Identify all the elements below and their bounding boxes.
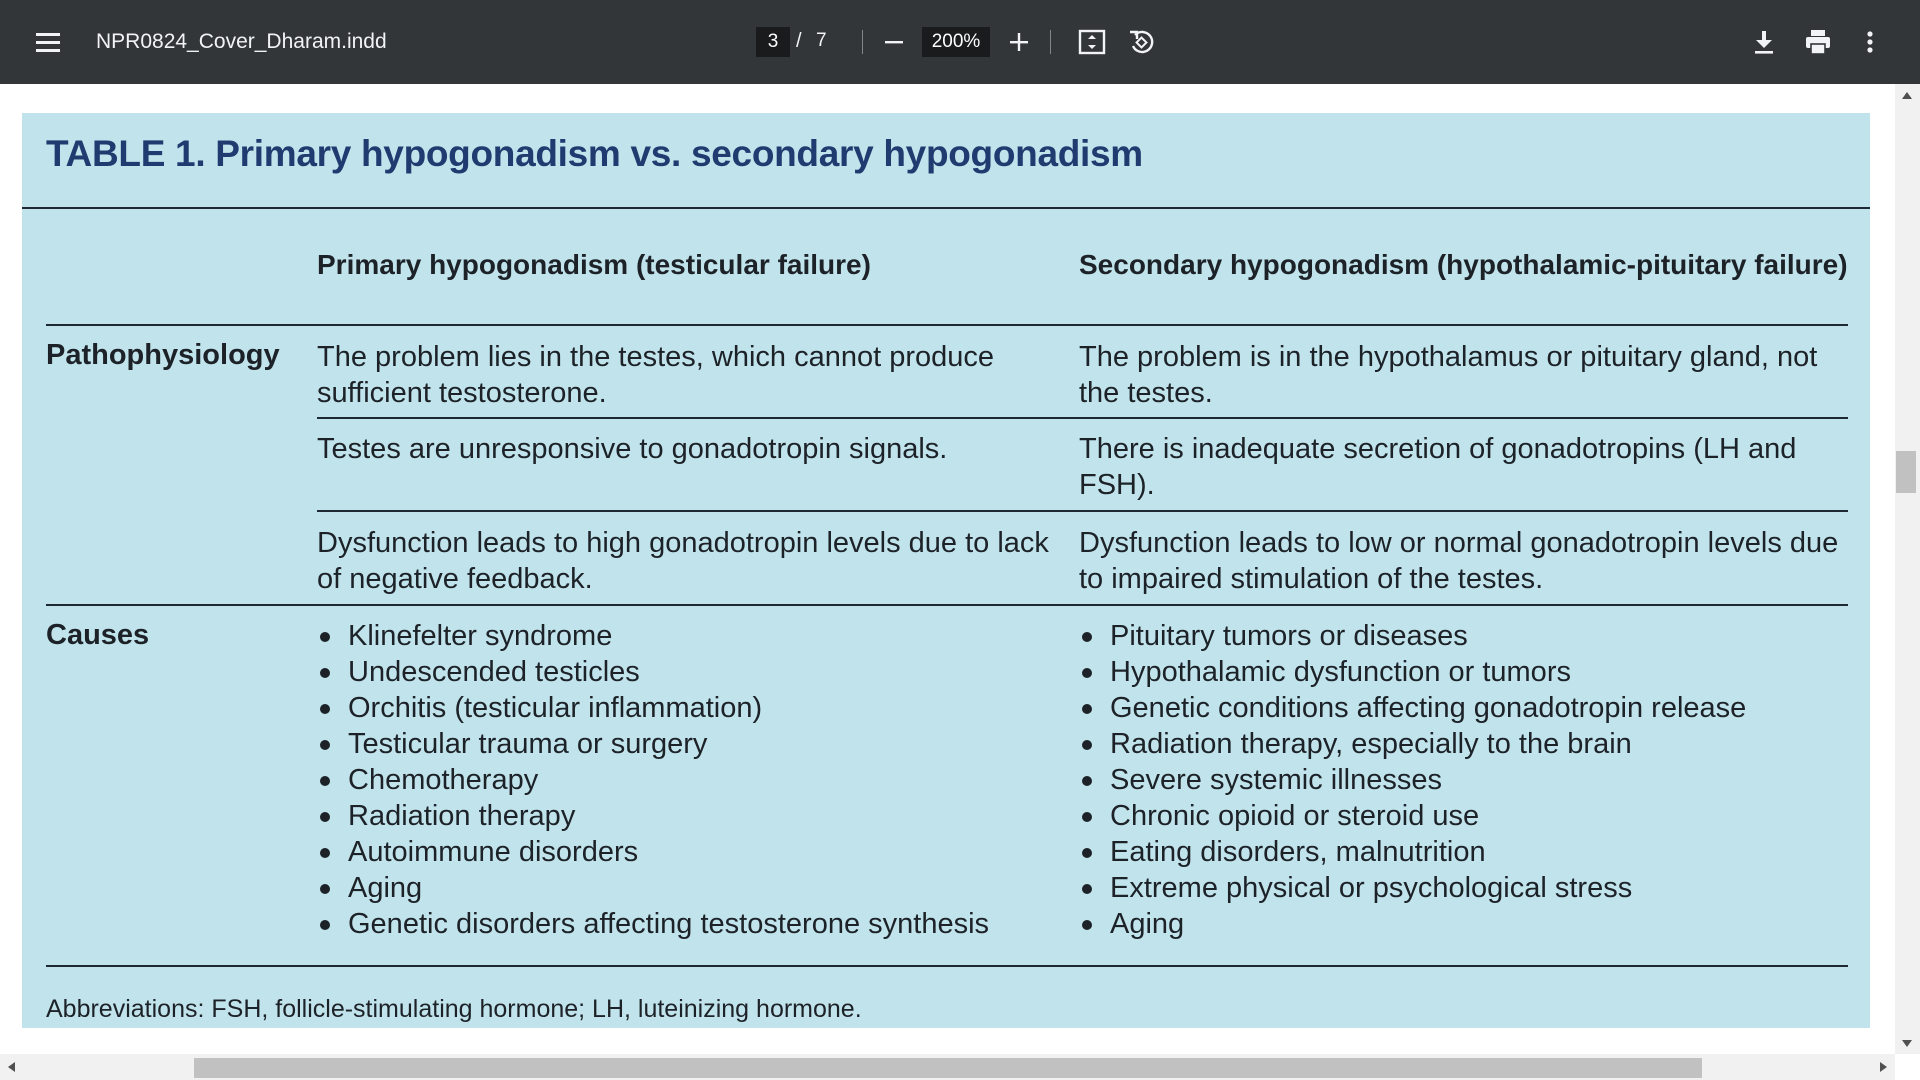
list-item: Radiation therapy, especially to the brain: [1079, 726, 1746, 762]
causes-primary-list: [317, 618, 989, 942]
print-icon[interactable]: [1798, 22, 1838, 62]
patho-primary-1: The problem lies in the testes, which cannot produce sufficient testosterone.: [317, 341, 995, 409]
patho-secondary-3: Dysfunction leads to low or normal gonadotropin levels due to impaired stimulation of the testes.: [1079, 527, 1839, 595]
list-item: Severe systemic illnesses: [1079, 762, 1746, 798]
list-item: Extreme physical or psychological stress: [1079, 870, 1746, 906]
header-rule: [46, 324, 1848, 326]
row-header-pathophysiology: Pathophysiology: [46, 339, 280, 371]
causes-secondary-list: [1079, 618, 1746, 942]
scroll-right-icon[interactable]: [1880, 1062, 1887, 1072]
list-item: Pituitary tumors or diseases: [1079, 618, 1746, 654]
document-title: NPR0824_Cover_Dharam.indd: [96, 30, 387, 53]
zoom-out-icon[interactable]: [874, 22, 914, 62]
zoom-in-icon[interactable]: [999, 22, 1039, 62]
list-item: Klinefelter syndrome: [317, 618, 989, 654]
table-1: [22, 113, 1870, 1028]
patho-rule-1: [317, 417, 1848, 419]
patho-primary-2: Testes are unresponsive to gonadotropin signals.: [317, 433, 948, 465]
page-number-input[interactable]: [756, 27, 790, 57]
hamburger-menu-icon[interactable]: [28, 22, 68, 62]
scroll-down-icon[interactable]: [1902, 1040, 1912, 1047]
scroll-left-icon[interactable]: [8, 1062, 15, 1072]
list-item: Genetic disorders affecting testosterone synthesis: [317, 906, 989, 942]
toolbar-divider: [1050, 30, 1051, 54]
pdf-viewer[interactable]: [0, 84, 1920, 1080]
vertical-scroll-thumb[interactable]: [1896, 451, 1916, 493]
title-rule: [22, 207, 1870, 209]
patho-secondary-1: The problem is in the hypothalamus or pituitary gland, not the testes.: [1079, 341, 1818, 409]
toolbar-divider: [862, 30, 863, 54]
list-item: Radiation therapy: [317, 798, 989, 834]
table-title-text: Primary hypogonadism vs. secondary hypogonadism: [215, 133, 1143, 174]
rotate-icon[interactable]: [1121, 22, 1161, 62]
col-header-secondary: Secondary hypogonadism (hypothalamic-pituitary failure): [1079, 249, 1848, 280]
total-pages: 7: [816, 30, 827, 51]
patho-section-rule: [46, 604, 1848, 606]
list-item: Undescended testicles: [317, 654, 989, 690]
list-item: Hypothalamic dysfunction or tumors: [1079, 654, 1746, 690]
row-header-causes: Causes: [46, 619, 150, 651]
scroll-up-icon[interactable]: [1902, 92, 1912, 99]
list-item: Chemotherapy: [317, 762, 989, 798]
list-item: Orchitis (testicular inflammation): [317, 690, 989, 726]
footnote-rule: [46, 965, 1848, 967]
table-label: TABLE 1.: [46, 133, 206, 174]
patho-primary-3: Dysfunction leads to high gonadotropin levels due to lack of negative feedback.: [317, 527, 1049, 595]
table-footnote: Abbreviations: FSH, follicle-stimulating hormone; LH, luteinizing hormone.: [46, 995, 862, 1023]
horizontal-scroll-thumb[interactable]: [194, 1058, 1702, 1078]
patho-rule-2: [317, 510, 1848, 512]
list-item: Chronic opioid or steroid use: [1079, 798, 1746, 834]
list-item: Aging: [1079, 906, 1746, 942]
zoom-level-input[interactable]: 200%: [922, 27, 990, 57]
vertical-scrollbar[interactable]: [1895, 84, 1920, 1054]
download-icon[interactable]: [1744, 22, 1784, 62]
list-item: Autoimmune disorders: [317, 834, 989, 870]
page-separator: /: [796, 30, 802, 52]
fit-page-icon[interactable]: [1072, 22, 1112, 62]
patho-secondary-2: There is inadequate secretion of gonadotropins (LH and FSH).: [1079, 433, 1797, 501]
pdf-toolbar: [0, 0, 1920, 84]
list-item: Genetic conditions affecting gonadotropin release: [1079, 690, 1746, 726]
list-item: Eating disorders, malnutrition: [1079, 834, 1746, 870]
table-title: [46, 133, 1143, 175]
col-header-primary: Primary hypogonadism (testicular failure): [317, 249, 871, 280]
more-options-icon[interactable]: [1850, 22, 1890, 62]
list-item: Testicular trauma or surgery: [317, 726, 989, 762]
list-item: Aging: [317, 870, 989, 906]
